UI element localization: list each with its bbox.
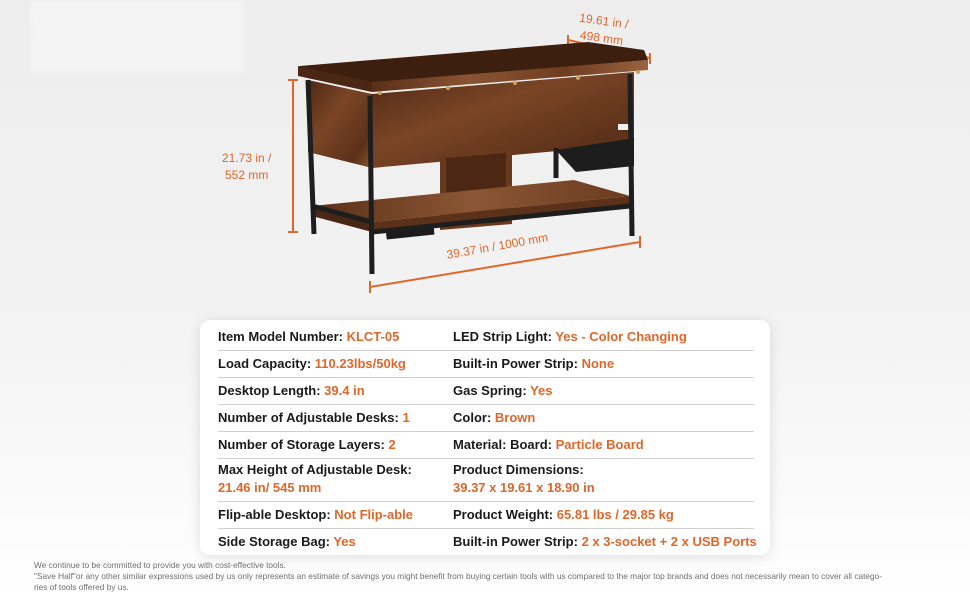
spec-item — [218, 533, 438, 551]
spec-item — [453, 409, 758, 427]
spec-value: 110.23lbs/50kg — [314, 356, 406, 371]
spec-value: Yes — [530, 383, 553, 398]
spec-label: Flip-able Desktop: — [218, 507, 335, 522]
spec-item — [218, 461, 438, 497]
divider — [218, 501, 754, 502]
spec-value: 2 — [388, 437, 396, 452]
divider — [218, 528, 754, 529]
spec-item — [453, 533, 758, 551]
spec-item — [453, 382, 758, 400]
spec-item — [453, 506, 758, 524]
spec-value: 65.81 lbs / 29.85 kg — [556, 507, 674, 522]
spec-item — [218, 355, 438, 373]
spec-value: KLCT-05 — [346, 329, 400, 344]
spec-value: Not Flip-able — [334, 507, 414, 522]
disclaimer-line: "Save Half"or any other similar expressions used by us only represents an estimate of savings you might benefit from buying certain tools with us compared to the major top brands and does not necessarily mean to cover all catego- — [34, 571, 882, 581]
spec-item — [453, 461, 758, 497]
disclaimer-note — [34, 560, 964, 593]
spec-label: Material: Board: — [453, 437, 556, 452]
spec-value: 39.4 in — [324, 383, 365, 398]
spec-item — [218, 382, 438, 400]
spec-item — [218, 409, 438, 427]
spec-label: Gas Spring: — [453, 383, 531, 398]
divider — [218, 458, 754, 459]
height-mm-label: 552 mm — [225, 168, 269, 182]
spec-label: Built-in Power Strip: — [453, 356, 582, 371]
spec-value: Particle Board — [555, 437, 644, 452]
spec-item — [218, 506, 438, 524]
height-in-label: 21.73 in / — [222, 151, 272, 165]
spec-label: Number of Storage Layers: — [218, 437, 389, 452]
spec-label: Load Capacity: — [218, 356, 315, 371]
spec-label: Built-in Power Strip: — [453, 534, 582, 549]
disclaimer-line: We continue to be committed to provide you with cost-effective tools. — [34, 560, 286, 570]
spec-value: 21.46 in/ 545 mm — [218, 480, 322, 495]
spec-item — [453, 436, 758, 454]
spec-label: Max Height of Adjustable Desk: — [218, 462, 412, 477]
spec-label: Number of Adjustable Desks: — [218, 410, 403, 425]
spec-label: Product Dimensions: — [453, 462, 584, 477]
spec-label: Color: — [453, 410, 495, 425]
spec-item — [453, 355, 758, 373]
spec-value: 39.37 x 19.61 x 18.90 in — [453, 480, 595, 495]
height-dimension-label — [222, 150, 271, 184]
divider — [218, 350, 754, 351]
spec-label: Product Weight: — [453, 507, 557, 522]
depth-in-label: 19.61 in / — [578, 10, 630, 32]
spec-label: Item Model Number: — [218, 329, 347, 344]
spec-value: Yes - Color Changing — [555, 329, 687, 344]
spec-item — [218, 328, 438, 346]
spec-item — [453, 328, 758, 346]
depth-dimension-label — [576, 10, 630, 51]
spec-label: Desktop Length: — [218, 383, 325, 398]
spec-value: None — [581, 356, 615, 371]
spec-value: Brown — [494, 410, 536, 425]
depth-mm-label: 498 mm — [579, 27, 625, 48]
spec-value: Yes — [333, 534, 356, 549]
spec-value: 2 x 3-socket + 2 x USB Ports — [581, 534, 757, 549]
disclaimer-line: ries of tools offered by us. — [34, 582, 129, 592]
spec-label: Side Storage Bag: — [218, 534, 334, 549]
spec-item — [218, 436, 438, 454]
spec-label: LED Strip Light: — [453, 329, 556, 344]
height-dimension-line — [288, 80, 298, 232]
spec-value: 1 — [402, 410, 410, 425]
divider — [218, 431, 754, 432]
divider — [218, 377, 754, 378]
width-dimension-label: 39.37 in / 1000 mm — [445, 230, 550, 262]
divider — [218, 404, 754, 405]
specifications-card — [200, 320, 770, 555]
